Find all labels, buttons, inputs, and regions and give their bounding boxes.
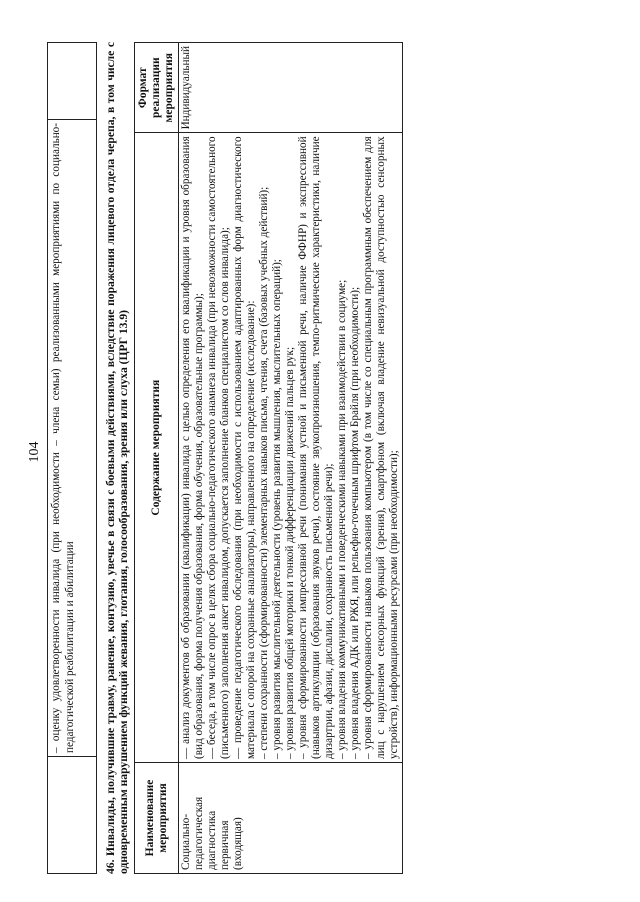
list-item: – уровня владения коммуникативными и поведенческими навыками при взаимодействии в социуме; [336,279,348,759]
empty-cell [48,43,97,120]
measure-content-cell [179,133,403,763]
list-item: – степени сохранности (сформированности) элементарных навыков письма, чтения, счета (базовых учебных действий); [258,186,270,759]
header-format: Формат реализации мероприятия [135,43,179,133]
table-row [179,43,403,874]
table-header-row [135,43,179,874]
list-item: – уровня развития мыслительной деятельности (уровень развития мышления, мыслительных операций); [271,259,283,759]
list-item: – уровня развития общей моторики и тонкой дифференциации движений пальцев рук; [284,346,296,759]
header-content: Содержание мероприятия [135,133,179,763]
header-name: Наименование мероприятия [135,763,179,874]
continued-table [47,42,97,874]
empty-cell [48,757,97,874]
page-number: 104 [27,441,42,463]
measures-table [134,42,403,874]
list-item: — беседа, в том числе опрос в целях сбора социально-педагогического анамнеза инвалида (при невозможности самостоятельного (письменного) заполнения анкет инвалидом, допускается заполнение бланков специалистом со слов инвалида); [206,136,231,759]
list-item: – уровня сформированности навыков пользования компьютером (в том числе со специальным программным обеспечением для лиц с нарушением сенсорных функций (зрения), смартфоном (включая владение невизуальной доступностью сенсорных устройств), информационными ресурсами (при необходимости); [362,136,400,759]
list-item: – уровня владения АДК или РЖЯ, или рельефно-точечным шрифтом Брайля (при необходимости); [349,286,361,759]
table-row [48,43,97,874]
measure-format-cell: Индивидуальный [179,43,403,133]
list-item: — анализ документов об образовании (квалификации) инвалида с целью определения его квалификации и уровня образования (вид образования, форма получения образования, форма обучения, образовательные программы); [180,136,205,759]
section-heading: 46. Инвалиды, получившие травму, ранение, контузию, увечье в связи с боевыми действиями, вследствие поражения лицевого отдела черепа, в том числе с одновременным нарушением функций жевания, глотания, голосообразования, зрения или слуха (ЦРГ 13.9) [104,42,130,874]
list-item: – уровня сформированности импрессивной речи (понимания устной и письменной речи, наличие ФФНР) и экспрессивной (навыков артикуляции (образования звуков речи), состояние звукопроизношения, темпо-ритмические характеристики, наличие дизартрии, афазии, дислалии, сохранность письменной речи); [297,136,335,759]
measure-name-cell: Социально-педагогическая диагностика первичная (входящая) [179,763,403,874]
list-item: — проведение педагогического обследования (при необходимости с использованием адаптированных форм диагностического материала с опорой на сохранные анализаторы), направленного на определение (исследование): [232,136,257,759]
rotated-page-content [42,32,582,882]
table-cell-content: – оценку удовлетворенности инвалида (при необходимости – члена семьи) реализованными мероприятиями по социально-педагогической реабилитации и абилитации [48,120,97,757]
